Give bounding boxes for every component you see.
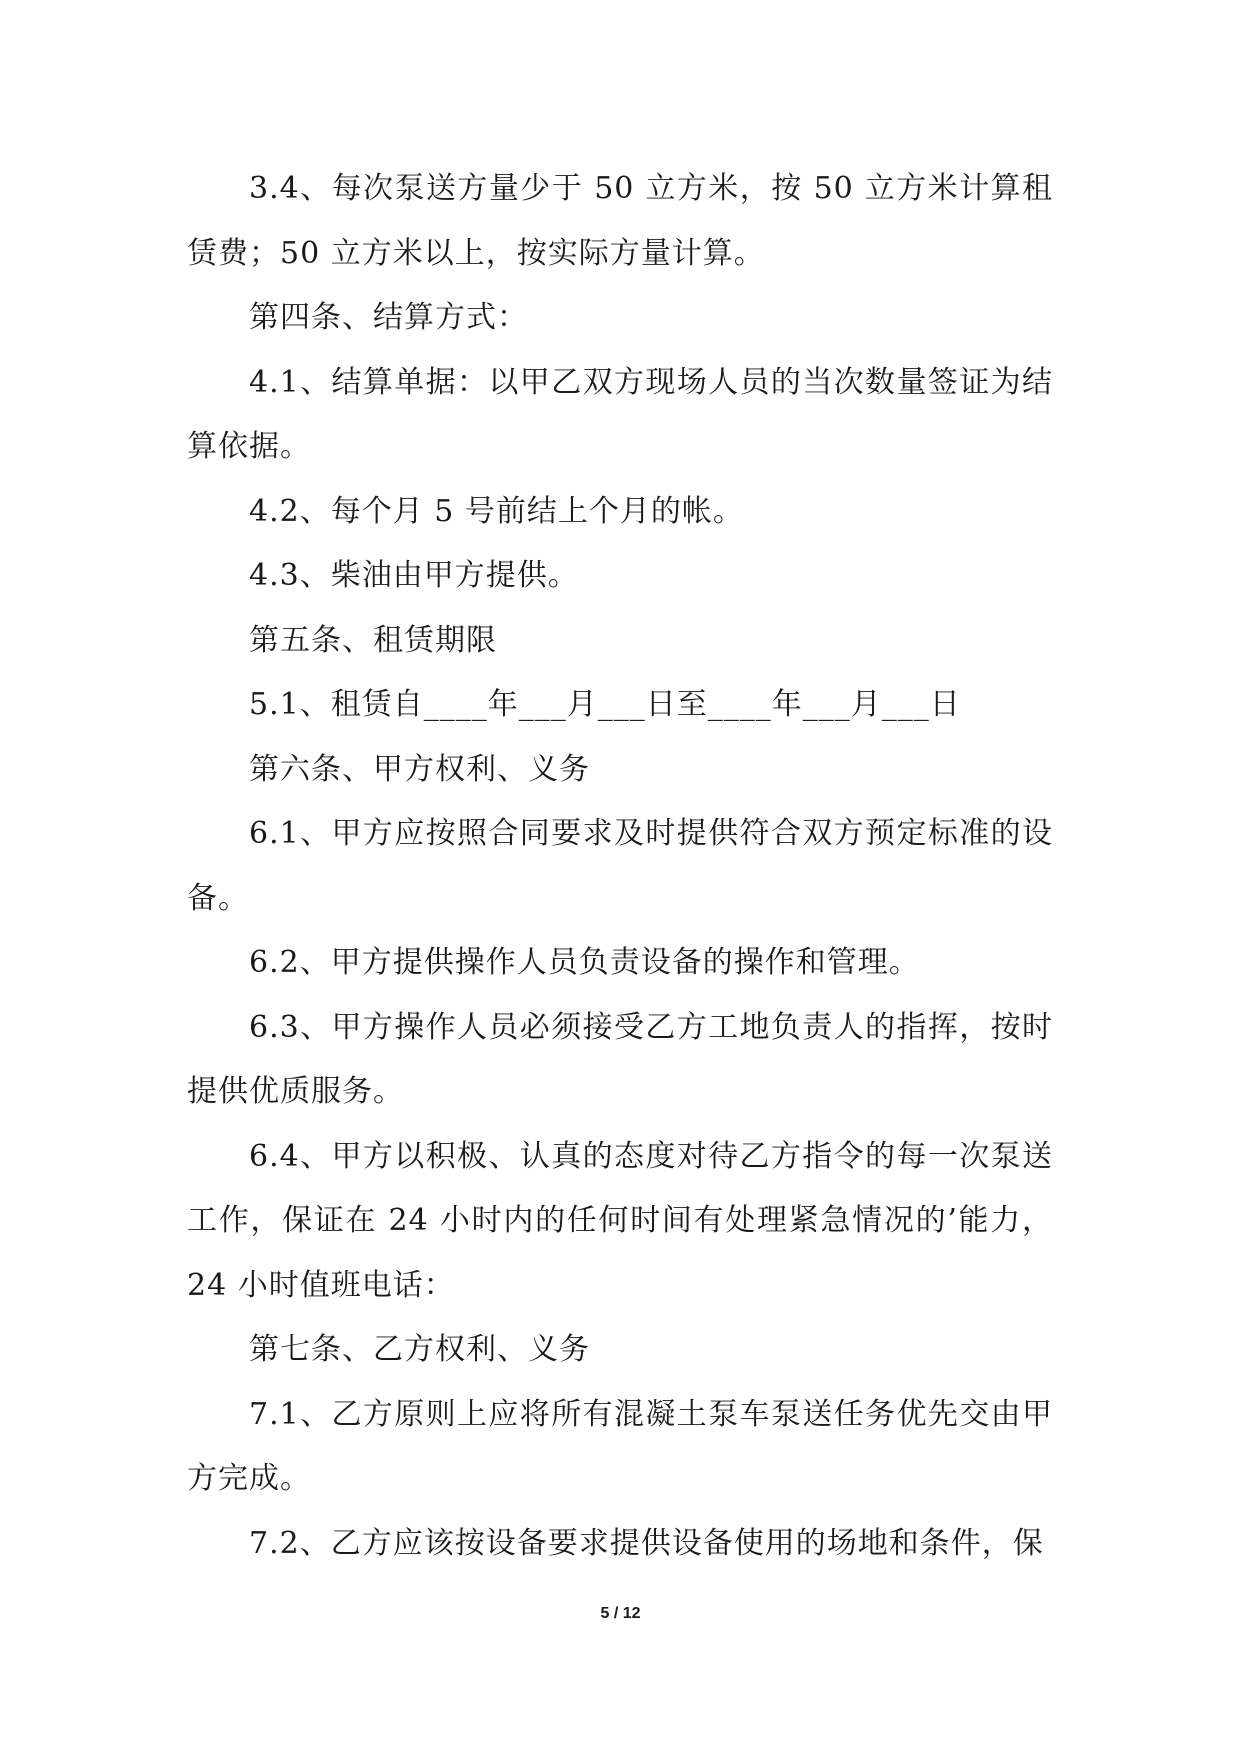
paragraph-6-1: 6.1、甲方应按照合同要求及时提供符合双方预定标准的设备。 (187, 816, 1053, 916)
paragraph-6-4: 6.4、甲方以积极、认真的态度对待乙方指令的每一次泵送工作，保证在 24 小时内的任何时间有处理紧急情况的’能力，24 小时值班电话： (187, 1138, 1053, 1303)
paragraph-6-3: 6.3、甲方操作人员必须接受乙方工地负责人的指挥，按时提供优质服务。 (187, 1009, 1053, 1109)
heading-article-6: 第六条、甲方权利、义务 (249, 751, 590, 787)
paragraph-3-4: 3.4、每次泵送方量少于 50 立方米，按 50 立方米计算租赁费；50 立方米以上，按实际方量计算。 (187, 171, 1053, 271)
heading-article-4: 第四条、结算方式： (249, 300, 528, 335)
paragraph-4-1: 4.1、结算单据：以甲乙双方现场人员的当次数量签证为结算依据。 (187, 364, 1053, 464)
heading-article-7: 第七条、乙方权利、义务 (249, 1332, 590, 1367)
heading-article-5: 第五条、租赁期限 (249, 622, 497, 658)
paragraph-4-2: 4.2、每个月 5 号前结上个月的帐。 (249, 493, 744, 529)
page-number: 5 / 12 (600, 1605, 641, 1622)
document-body (187, 157, 1053, 1576)
paragraph-7-2: 7.2、乙方应该按设备要求提供设备使用的场地和条件，保 (249, 1525, 1044, 1561)
paragraph-4-3: 4.3、柴油由甲方提供。 (249, 558, 579, 593)
paragraph-5-1: 5.1、租赁自____年___月___日至____年___月___日 (249, 687, 961, 722)
paragraph-6-2: 6.2、甲方提供操作人员负责设备的操作和管理。 (249, 945, 920, 980)
paragraph-7-1: 7.1、乙方原则上应将所有混凝土泵车泵送任务优先交由甲方完成。 (187, 1396, 1053, 1496)
